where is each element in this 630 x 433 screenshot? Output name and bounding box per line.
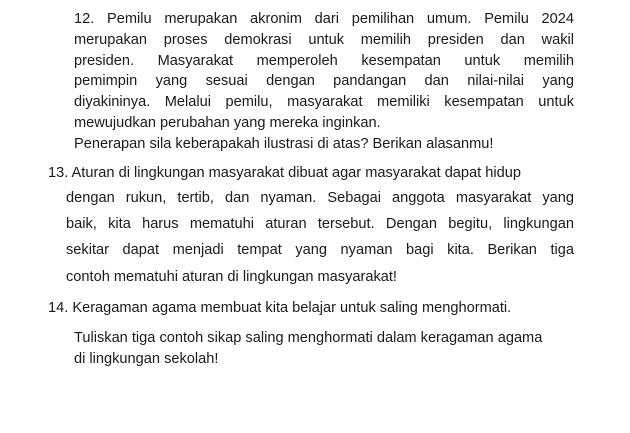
question-12	[74, 9, 574, 155]
q12-line-4: pemimpin yang sesuai dengan pandangan dan nilai-nilai yang	[74, 73, 574, 90]
question-14	[48, 298, 593, 370]
question-13	[48, 163, 574, 290]
q12-line-6: mewujudkan perubahan yang mereka inginkan.	[74, 114, 381, 131]
q14-line-2: Tuliskan tiga contoh sikap saling menghormati dalam keragaman agama	[74, 330, 543, 346]
q13-line-5: contoh mematuhi aturan di lingkungan masyarakat!	[66, 268, 397, 285]
q14-first-line: 14. Keragaman agama membuat kita belajar untuk saling menghormati.	[48, 300, 512, 316]
q14-line-3: di lingkungan sekolah!	[74, 351, 219, 367]
q13-first-line: 13. Aturan di lingkungan masyarakat dibuat agar masyarakat dapat hidup	[48, 165, 521, 181]
q13-line-4: sekitar dapat menjadi tempat yang nyaman bagi kita. Berikan tiga	[66, 242, 574, 259]
q14-body	[74, 328, 593, 370]
q12-line-5: diyakininya. Melalui pemilu, masyarakat memiliki kesempatan untuk	[74, 94, 574, 111]
q12-line-2: merupakan proses demokrasi untuk memilih presiden dan wakil	[74, 31, 574, 48]
q13-line-3: baik, kita harus mematuhi aturan tersebut. Dengan begitu, lingkungan	[66, 216, 574, 233]
q13-body	[66, 185, 574, 290]
q13-line-2: dengan rukun, tertib, dan nyaman. Sebagai anggota masyarakat yang	[66, 190, 574, 206]
q12-question: Penerapan sila keberapakah ilustrasi di atas? Berikan alasanmu!	[74, 135, 494, 152]
q12-line-1: 12. Pemilu merupakan akronim dari pemilihan umum. Pemilu 2024	[74, 11, 574, 27]
q12-line-3: presiden. Masyarakat memperoleh kesempatan untuk memilih	[74, 52, 574, 69]
